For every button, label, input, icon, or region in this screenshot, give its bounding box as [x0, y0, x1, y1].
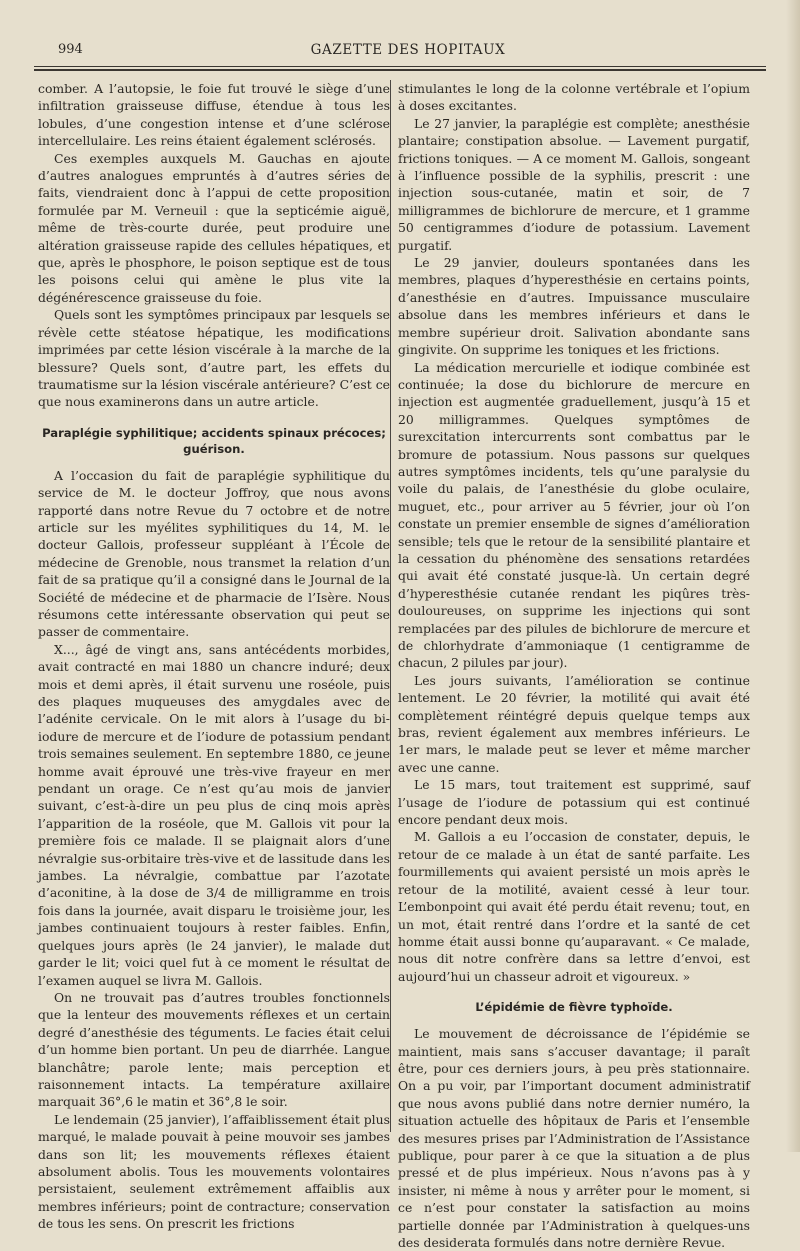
paragraph: Les jours suivants, l’amélioration se continue lentement. Le 20 février, la motilité qui avait été complètement réintégré depuis quelque temps aux bras, revient également aux membres inférieurs. Le 1er mars, le malade peut se lever et même marcher avec une canne.	[398, 672, 750, 775]
paragraph: M. Gallois a eu l’occasion de constater, depuis, le retour de ce malade à un état de santé parfaite. Les fourmillements qui avaient persisté un mois après le retour de la motilité, avaient cessé à leur tour. L’embonpoint qui avait été perdu était revenu; tout, en un mot, était rentré dans l’ordre et la santé de cet homme était aussi bonne qu’auparavant. « Ce malade, nous dit notre confrère dans sa lettre d’envoi, est aujourd’hui un chasseur adroit et vigoureux. »	[398, 829, 750, 984]
paragraph: Le mouvement de décroissance de l’épidémie se maintient, mais sans s’accuser davantage; il paraît être, pour ces derniers jours, à peu près stationnaire. On a pu voir, par l’important document administratif que nous avons publié dans notre dernier numéro, la situation actuelle des hôpitaux de Paris et l’ensemble des mesures prises par l’Administration de l’Assistance publique, pour parer à ce que la situation a de plus pressé et de plus impérieux. Nous n’avons pas à y insister, ni même à nous y arrêter pour le moment, si ce n’est pour constater la satisfaction au moins partielle donnée par l’Administration à quelques-uns des desiderata formulés dans notre dernière Revue.	[398, 1026, 750, 1250]
paragraph: Le 29 janvier, douleurs spontanées dans les membres, plaques d’hyperesthésie en certains points, d’anesthésie en d’autres. Impuissance musculaire absolue dans les membres inférieurs et dans le membre supérieur droit. Salivation abondante sans gingivite. On supprime les toniques et les frictions.	[398, 255, 750, 358]
column-divider	[390, 80, 391, 1132]
header-rule-thin	[34, 66, 766, 67]
paragraph: Le 27 janvier, la paraplégie est complète; anesthésie plantaire; constipation absolue. — Lavement purgatif, frictions toniques. — A ce moment M. Gallois, songeant à l’influence possible de la syphilis, prescrit : une injection sous-cutanée, matin et soir, de 7 milligrammes de bichlorure de mercure, et 1 gramme 50 centigrammes d’iodure de potassium. Lavement purgatif.	[398, 115, 750, 253]
paragraph: On ne trouvait pas d’autres troubles fonctionnels que la lenteur des mouvements réflexes et un certain degré d’anesthésie des téguments. Le facies était celui d’un homme bien portant. Un peu de diarrhée. Langue blanchâtre; parole lente; mais perception et raisonnement intacts. La température axillaire marquait 36°,6 le matin et 36°,8 le soir.	[38, 989, 390, 1110]
paragraph: La médication mercurielle et iodique combinée est continuée; la dose du bichlorure de mercure en injection est augmentée graduellement, jusqu’à 15 et 20 milligrammes. Quelques symptômes de surexcitation intercurrents sont combattus par le bromure de potassium. Nous passons sur quelques autres symptômes incidents, tels qu’une paralysie du voile du palais, de l’anesthésie du globe oculaire, muguet, etc., pour arriver au 5 février, jour où l’on constate un premier ensemble de signes d’amélioration sensible; tels que le retour de la sensibilité plantaire et la cessation du phénomène des sensations retardées qui avait été constaté jusque-là. Un certain degré d’hyperesthésie cutanée rendant les piqûres très-douloureuses, on supprime les injections qui sont remplacées par des pilules de bichlorure de mercure et de chlorhydrate d’ammoniaque (1 centigramme de chacun, 2 pilules par jour).	[398, 359, 750, 671]
page-edge	[786, 0, 800, 1152]
left-column	[38, 80, 390, 1233]
right-column	[398, 80, 750, 1251]
paragraph: Ces exemples auxquels M. Gauchas en ajoute d’autres analogues empruntés à d’autres séries de faits, viendraient donc à l’appui de cette proposition formulée par M. Verneuil : que la septicémie aiguë, même de très-courte durée, peut produire une altération graisseuse rapide des cellules hépatiques, et que, après le phosphore, le poison septique est de tous les poisons celui qui amène le plus vite la dégénérescence graisseuse du foie.	[38, 150, 390, 305]
page-number: 994	[58, 42, 83, 57]
page-header	[46, 42, 770, 64]
journal-title: GAZETTE DES HOPITAUX	[310, 42, 506, 58]
section-title: Paraplégie syphilitique; accidents spinaux précoces; guérison.	[42, 425, 386, 456]
paragraph: Le lendemain (25 janvier), l’affaiblissement était plus marqué, le malade pouvait à peine mouvoir ses jambes dans son lit; les mouvements réflexes étaient absolument abolis. Tous les mouvements volontaires persistaient, seulement extrêmement affaiblis aux membres inférieurs; point de contracture; conservation de tous les sens. On prescrit les frictions	[38, 1111, 390, 1232]
paragraph: stimulantes le long de la colonne vertébrale et l’opium à doses excitantes.	[398, 81, 750, 114]
paragraph: Quels sont les symptômes principaux par lesquels se révèle cette stéatose hépatique, les modifications imprimées par cette lésion viscérale à la marche de la blessure? Quels sont, d’autre part, les effets du traumatisme sur la lésion viscérale antérieure? C’est ce que nous examinerons dans un autre article.	[38, 307, 390, 410]
paragraph: Le 15 mars, tout traitement est supprimé, sauf l’usage de l’iodure de potassium qui est continué encore pendant deux mois.	[398, 777, 750, 828]
header-rule-thick	[34, 69, 766, 71]
paragraph: A l’occasion du fait de paraplégie syphilitique du service de M. le docteur Joffroy, que nous avons rapporté dans notre Revue du 7 octobre et de notre article sur les myélites syphilitiques du 14, M. le docteur Gallois, professeur suppléant à l’École de médecine de Grenoble, nous transmet la relation d’un fait de sa pratique qu’il a consigné dans le Journal de la Société de médecine et de pharmacie de l’Isère. Nous résumons cette intéressante observation qui peut se passer de commentaire.	[38, 467, 390, 640]
section-title: L’épidémie de fièvre typhoïde.	[475, 1000, 673, 1015]
paragraph: comber. A l’autopsie, le foie fut trouvé le siège d’une infiltration graisseuse diffuse, étendue à tous les lobules, d’une congestion intense et d’une sclérose intercellulaire. Les reins étaient également sclérosés.	[38, 81, 390, 149]
paragraph: X..., âgé de vingt ans, sans antécédents morbides, avait contracté en mai 1880 un chancre induré; deux mois et demi après, il était survenu une roséole, puis des plaques muqueuses des amygdales avec de l’adénite cervicale. On le mit alors à l’usage du bi-iodure de mercure et de l’iodure de potassium pendant trois semaines seulement. En septembre 1880, ce jeune homme avait éprouvé une très-vive frayeur en mer pendant un orage. Ce n’est qu’au mois de janvier suivant, c’est-à-dire un peu plus de cinq mois après l’apparition de la roséole, que M. Gallois vit pour la première fois ce malade. Il se plaignait alors d’une névralgie sus-orbitaire très-vive et de lassitude dans les jambes. La névralgie, combattue par l’azotate d’aconitine, à la dose de 3/4 de milligramme en trois fois dans la journée, avait disparu le troisième jour, les jambes continuaient toujours à rester faibles. Enfin, quelques jours après (le 24 janvier), le malade dut garder le lit; voici quel fut à ce moment le résultat de l’examen auquel se livra M. Gallois.	[38, 641, 390, 988]
